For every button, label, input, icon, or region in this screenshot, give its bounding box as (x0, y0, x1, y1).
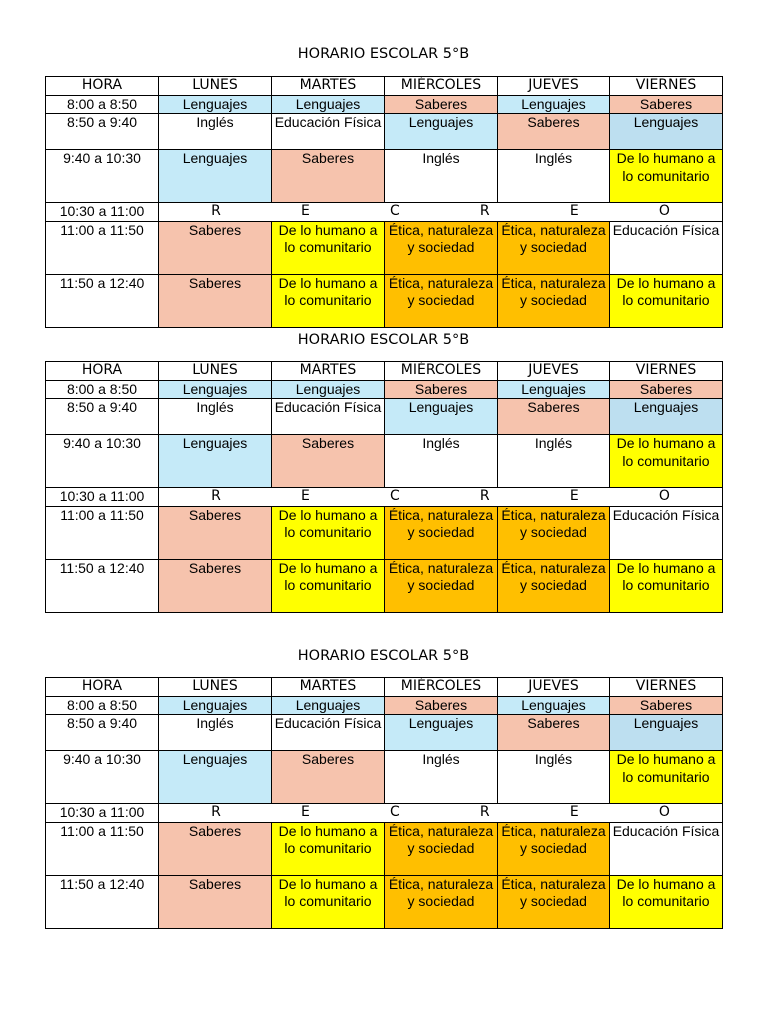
class-cell: Saberes (385, 95, 498, 114)
header-martes: MARTES (272, 77, 385, 96)
class-cell: Saberes (159, 875, 272, 928)
class-cell: Lenguajes (272, 696, 385, 715)
recess-letter: E (569, 488, 579, 504)
header-lunes: LUNES (159, 362, 272, 381)
hour-cell: 8:00 a 8:50 (46, 696, 159, 715)
header-martes: MARTES (272, 362, 385, 381)
class-cell: Saberes (610, 95, 723, 114)
recess-letter: C (389, 203, 400, 219)
class-cell: Ética, naturaleza y sociedad (385, 559, 498, 612)
class-cell: Lenguajes (498, 696, 610, 715)
class-cell: De lo humano a lo comunitario (610, 751, 723, 804)
schedule-title: HORARIO ESCOLAR 5°B (297, 648, 470, 664)
class-cell: Saberes (385, 696, 498, 715)
class-cell: Ética, naturaleza y sociedad (498, 822, 610, 875)
class-cell: Saberes (272, 435, 385, 488)
hour-cell: 11:50 a 12:40 (46, 559, 159, 612)
recess-letter: R (479, 488, 490, 504)
class-cell: De lo humano a lo comunitario (610, 875, 723, 928)
class-cell: Ética, naturaleza y sociedad (385, 875, 498, 928)
class-cell: De lo humano a lo comunitario (610, 559, 723, 612)
hour-cell: 8:50 a 9:40 (46, 114, 159, 150)
header-miercoles: MIÉRCOLES (385, 362, 498, 381)
header-martes: MARTES (272, 678, 385, 697)
table-row (46, 715, 723, 751)
class-cell: Ética, naturaleza y sociedad (498, 506, 610, 559)
schedule-block-1 (45, 43, 722, 328)
class-cell: Saberes (610, 696, 723, 715)
class-cell: Educación Física (610, 822, 723, 875)
table-row (46, 95, 723, 114)
header-jueves: JUEVES (498, 678, 610, 697)
hour-cell: 10:30 a 11:00 (46, 203, 159, 222)
class-cell: De lo humano a lo comunitario (272, 221, 385, 274)
header-row (46, 77, 723, 96)
class-cell: Lenguajes (498, 380, 610, 399)
table-row (46, 399, 723, 435)
class-cell: Inglés (385, 435, 498, 488)
hour-cell: 10:30 a 11:00 (46, 804, 159, 823)
hour-cell: 11:50 a 12:40 (46, 875, 159, 928)
class-cell: Educación Física (272, 114, 385, 150)
header-jueves: JUEVES (498, 77, 610, 96)
class-cell: Ética, naturaleza y sociedad (498, 559, 610, 612)
hour-cell: 11:00 a 11:50 (46, 506, 159, 559)
hour-cell: 11:50 a 12:40 (46, 274, 159, 327)
class-cell: Saberes (159, 274, 272, 327)
schedule-block-2 (45, 329, 722, 613)
header-hora: HORA (46, 77, 159, 96)
class-cell: Lenguajes (159, 150, 272, 203)
class-cell: Inglés (159, 114, 272, 150)
class-cell: Ética, naturaleza y sociedad (385, 274, 498, 327)
hour-cell: 8:00 a 8:50 (46, 380, 159, 399)
recess-row (46, 804, 723, 823)
recess-letter: O (658, 203, 670, 219)
header-viernes: VIERNES (610, 362, 723, 381)
recess-row (46, 488, 723, 507)
table-row (46, 506, 723, 559)
class-cell: Educación Física (272, 715, 385, 751)
class-cell: Saberes (610, 380, 723, 399)
table-row (46, 559, 723, 612)
table-row (46, 696, 723, 715)
class-cell: Saberes (159, 221, 272, 274)
class-cell: Lenguajes (610, 114, 723, 150)
class-cell: Lenguajes (159, 696, 272, 715)
class-cell: Inglés (159, 715, 272, 751)
class-cell: Saberes (159, 559, 272, 612)
class-cell: Ética, naturaleza y sociedad (385, 221, 498, 274)
recess-cell (159, 804, 723, 823)
class-cell: Lenguajes (385, 715, 498, 751)
class-cell: Saberes (159, 506, 272, 559)
recess-letter: E (300, 203, 310, 219)
class-cell: Inglés (385, 751, 498, 804)
class-cell: Saberes (272, 150, 385, 203)
class-cell: Ética, naturaleza y sociedad (498, 274, 610, 327)
class-cell: De lo humano a lo comunitario (272, 822, 385, 875)
schedule-table (45, 361, 723, 613)
class-cell: Lenguajes (385, 399, 498, 435)
table-row (46, 822, 723, 875)
table-row (46, 274, 723, 327)
recess-letter: E (300, 488, 310, 504)
table-row (46, 380, 723, 399)
recess-letter: C (389, 488, 400, 504)
class-cell: Ética, naturaleza y sociedad (498, 221, 610, 274)
recess-letter: R (211, 203, 221, 219)
schedule-table (45, 677, 723, 929)
class-cell: De lo humano a lo comunitario (272, 274, 385, 327)
class-cell: Lenguajes (159, 380, 272, 399)
recess-letter: O (658, 804, 670, 820)
class-cell: Saberes (159, 822, 272, 875)
table-row (46, 435, 723, 488)
class-cell: Saberes (498, 114, 610, 150)
header-jueves: JUEVES (498, 362, 610, 381)
schedule-table (45, 76, 723, 328)
class-cell: De lo humano a lo comunitario (610, 274, 723, 327)
table-row (46, 150, 723, 203)
hour-cell: 11:00 a 11:50 (46, 221, 159, 274)
class-cell: Inglés (498, 751, 610, 804)
header-hora: HORA (46, 362, 159, 381)
hour-cell: 9:40 a 10:30 (46, 435, 159, 488)
recess-cell (159, 203, 723, 222)
schedule-title: HORARIO ESCOLAR 5°B (297, 332, 470, 348)
hour-cell: 8:50 a 9:40 (46, 715, 159, 751)
header-lunes: LUNES (159, 77, 272, 96)
class-cell: Educación Física (610, 221, 723, 274)
recess-row (46, 203, 723, 222)
hour-cell: 8:00 a 8:50 (46, 95, 159, 114)
recess-letter: R (479, 203, 490, 219)
recess-letter: E (300, 804, 310, 820)
schedule-block-3 (45, 645, 722, 929)
schedule-title: HORARIO ESCOLAR 5°B (297, 46, 470, 62)
class-cell: Saberes (272, 751, 385, 804)
class-cell: Lenguajes (385, 114, 498, 150)
table-row (46, 221, 723, 274)
header-lunes: LUNES (159, 678, 272, 697)
hour-cell: 9:40 a 10:30 (46, 751, 159, 804)
class-cell: Inglés (385, 150, 498, 203)
class-cell: Lenguajes (272, 95, 385, 114)
class-cell: De lo humano a lo comunitario (610, 435, 723, 488)
table-row (46, 751, 723, 804)
recess-cell (159, 488, 723, 507)
class-cell: Lenguajes (498, 95, 610, 114)
class-cell: Ética, naturaleza y sociedad (385, 506, 498, 559)
hour-cell: 11:00 a 11:50 (46, 822, 159, 875)
class-cell: Inglés (498, 435, 610, 488)
header-miercoles: MIÉRCOLES (385, 77, 498, 96)
header-row (46, 362, 723, 381)
header-miercoles: MIÉRCOLES (385, 678, 498, 697)
class-cell: Saberes (385, 380, 498, 399)
recess-letter: R (479, 804, 490, 820)
class-cell: Inglés (498, 150, 610, 203)
recess-letter: C (389, 804, 400, 820)
table-row (46, 114, 723, 150)
class-cell: De lo humano a lo comunitario (272, 875, 385, 928)
class-cell: De lo humano a lo comunitario (272, 559, 385, 612)
header-viernes: VIERNES (610, 678, 723, 697)
hour-cell: 8:50 a 9:40 (46, 399, 159, 435)
class-cell: Educación Física (610, 506, 723, 559)
class-cell: Inglés (159, 399, 272, 435)
class-cell: Lenguajes (610, 715, 723, 751)
recess-letter: E (569, 203, 579, 219)
class-cell: Lenguajes (159, 751, 272, 804)
recess-letter: E (569, 804, 579, 820)
class-cell: Saberes (498, 399, 610, 435)
class-cell: De lo humano a lo comunitario (610, 150, 723, 203)
hour-cell: 9:40 a 10:30 (46, 150, 159, 203)
class-cell: Lenguajes (272, 380, 385, 399)
class-cell: Lenguajes (159, 435, 272, 488)
recess-letter: R (211, 488, 221, 504)
class-cell: Ética, naturaleza y sociedad (498, 875, 610, 928)
header-viernes: VIERNES (610, 77, 723, 96)
table-row (46, 875, 723, 928)
class-cell: Ética, naturaleza y sociedad (385, 822, 498, 875)
class-cell: Educación Física (272, 399, 385, 435)
recess-letter: R (211, 804, 221, 820)
header-row (46, 678, 723, 697)
recess-letter: O (658, 488, 670, 504)
hour-cell: 10:30 a 11:00 (46, 488, 159, 507)
class-cell: Saberes (498, 715, 610, 751)
header-hora: HORA (46, 678, 159, 697)
class-cell: Lenguajes (159, 95, 272, 114)
class-cell: Lenguajes (610, 399, 723, 435)
class-cell: De lo humano a lo comunitario (272, 506, 385, 559)
